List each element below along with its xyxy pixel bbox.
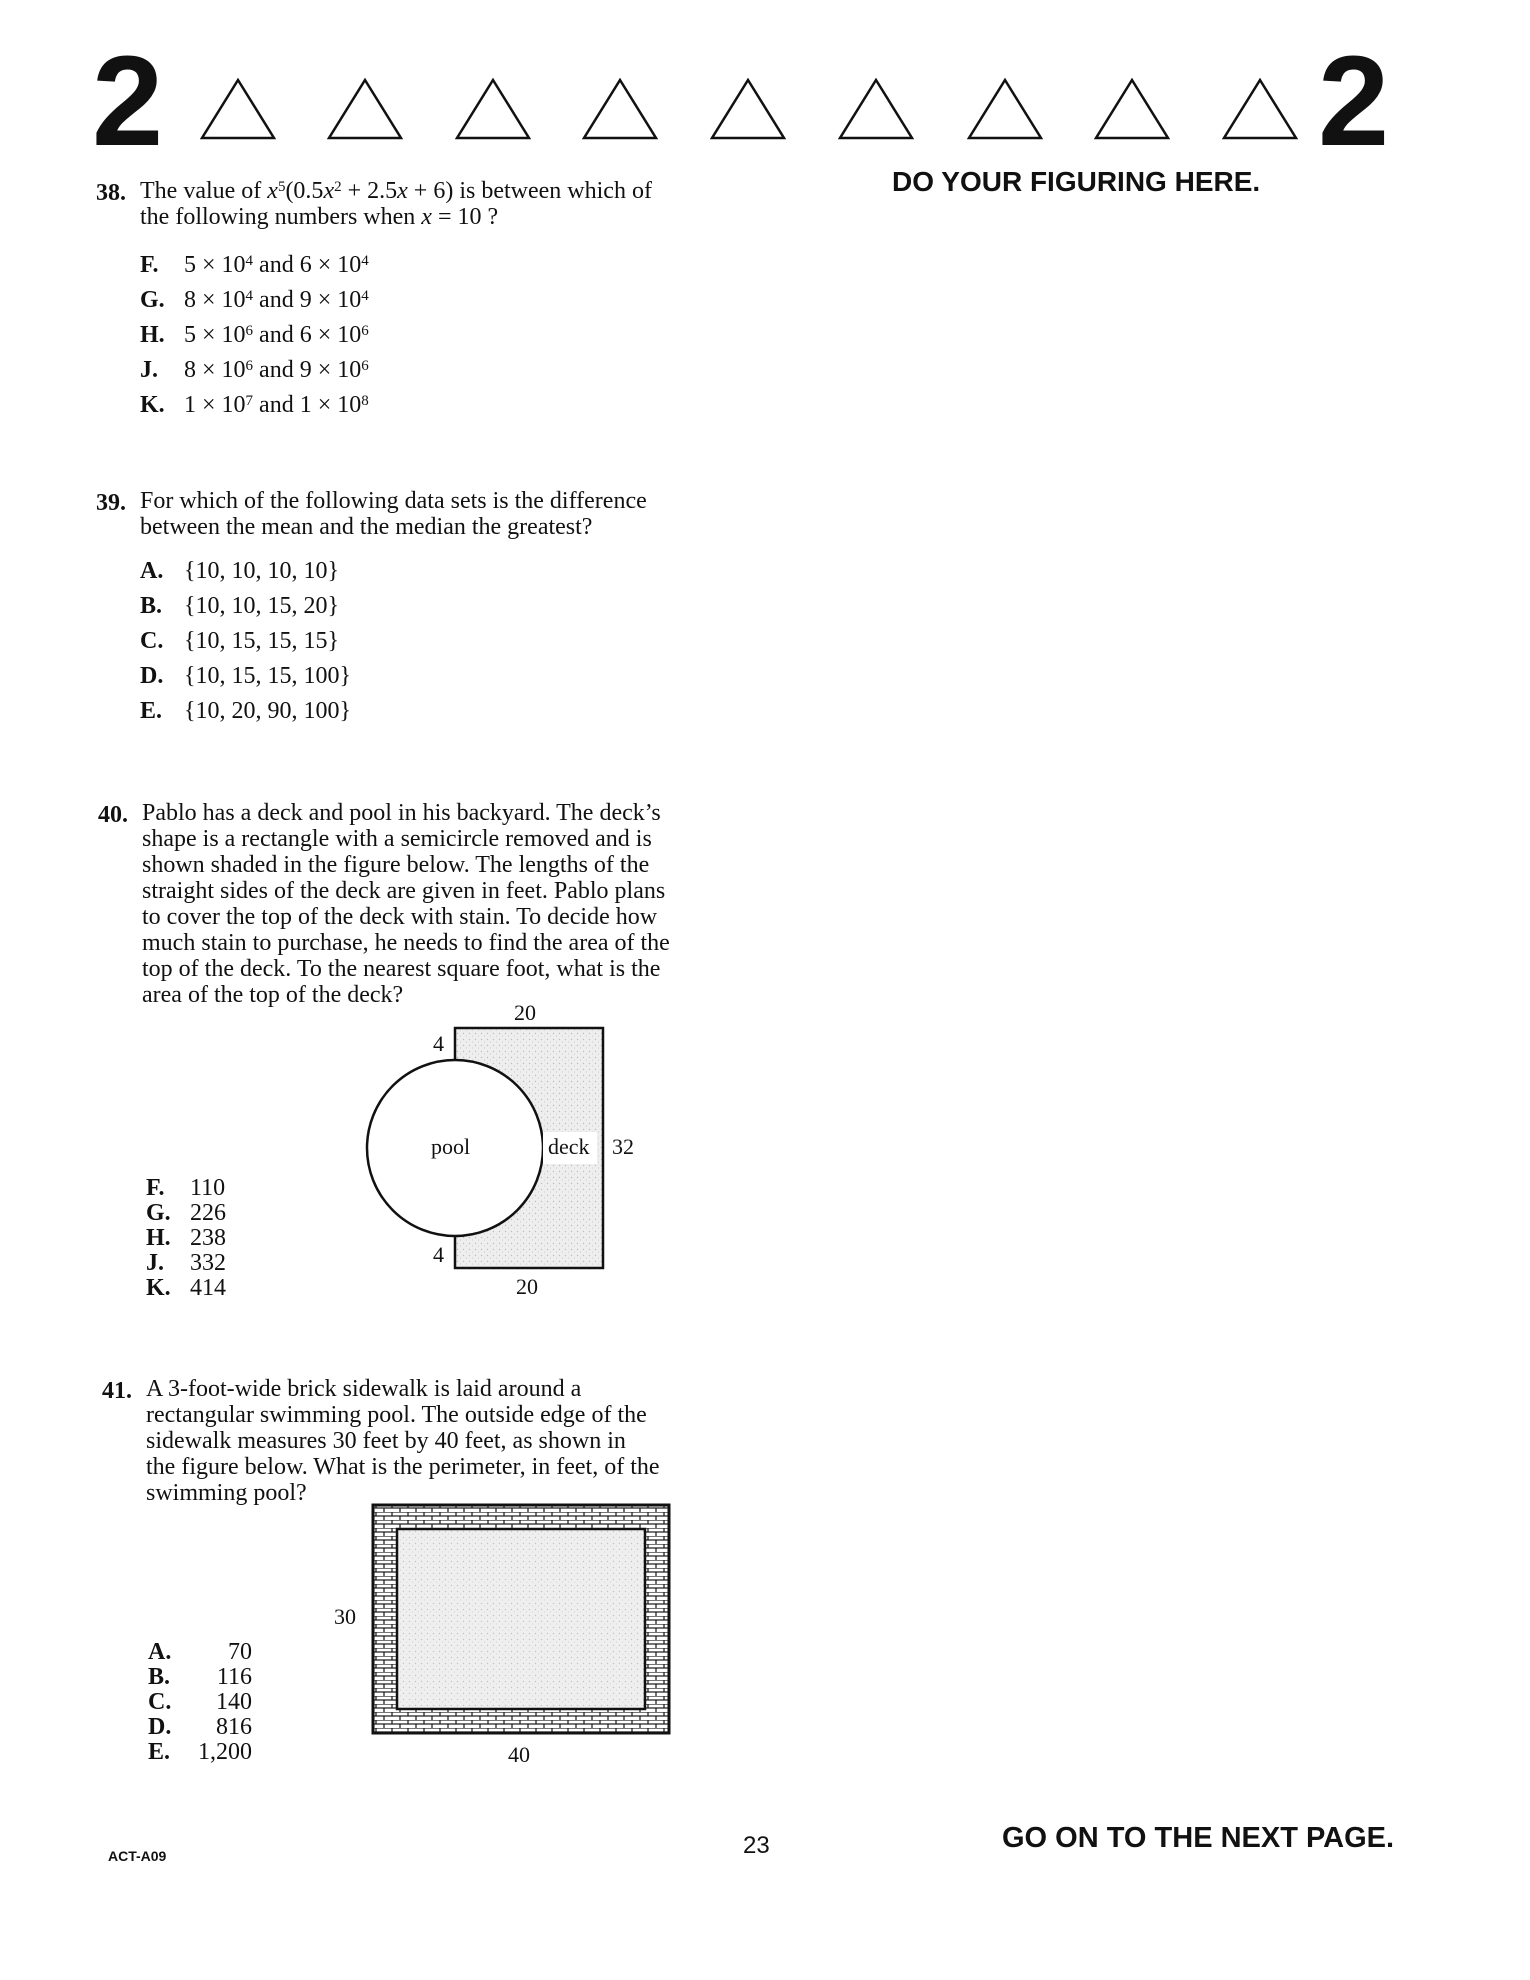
triangle-row	[200, 78, 1300, 148]
triangle-icon	[327, 78, 403, 140]
question-38-options	[140, 248, 369, 423]
answer-option-a[interactable]: A. {10, 10, 10, 10}	[140, 558, 340, 584]
sidewalk-width-label: 40	[508, 1742, 530, 1767]
sidewalk-height-label: 30	[334, 1604, 356, 1629]
deck-left-bottom-length: 4	[433, 1242, 444, 1267]
deck-left-top-length: 4	[433, 1031, 444, 1056]
answer-option-g[interactable]: G. $8 \times 10^4$ and $9 \times 10^4$	[140, 287, 369, 313]
pool-label: pool	[431, 1134, 471, 1159]
triangle-icon	[710, 78, 786, 140]
triangle-icon	[967, 78, 1043, 140]
triangle-icon	[1094, 78, 1170, 140]
answer-option-d[interactable]: D. 816	[148, 1714, 252, 1740]
answer-option-b[interactable]: B. 116	[148, 1664, 252, 1690]
question-number: 39.	[96, 490, 126, 516]
triangle-icon	[200, 78, 276, 140]
answer-option-c[interactable]: C. 140	[148, 1689, 252, 1715]
question-39-options	[140, 554, 351, 729]
question-38-text: The value of $x^5(0.5x^2 + 2.5x + 6)$ is between which of the following numbers when x = 10 ?	[140, 178, 652, 230]
question-41-text: A 3-foot-wide brick sidewalk is laid around a rectangular swimming pool. The outside edge of the sidewalk measures 30 feet by 40 feet, as shown in the figure below. What is the perimeter, in feet, of the swimming pool?	[146, 1376, 660, 1506]
answer-option-c[interactable]: C. {10, 15, 15, 15}	[140, 628, 340, 654]
deck-top-length: 20	[514, 1000, 536, 1025]
sidewalk-pool-figure	[368, 1500, 674, 1740]
answer-option-d[interactable]: D. {10, 15, 15, 100}	[140, 663, 352, 689]
triangle-icon	[1222, 78, 1298, 140]
answer-option-g[interactable]: G. 226	[146, 1200, 226, 1226]
answer-option-b[interactable]: B. {10, 10, 15, 20}	[140, 593, 340, 619]
next-page-instruction: GO ON TO THE NEXT PAGE.	[1002, 1822, 1395, 1854]
answer-option-f[interactable]: F. 110	[146, 1175, 226, 1201]
deck-right-length: 32	[612, 1134, 634, 1159]
answer-option-j[interactable]: J. $8 \times 10^6$ and $9 \times 10^6$	[140, 357, 369, 383]
answer-option-h[interactable]: H. $5 \times 10^6$ and $6 \times 10^6$	[140, 322, 369, 348]
triangle-icon	[455, 78, 531, 140]
question-40-text: Pablo has a deck and pool in his backyard. The deck’s shape is a rectangle with a semicircle removed and is shown shaded in the figure below. The lengths of the straight sides of the deck are given in feet. Pablo plans to cover the top of the deck with stain. To decide how much stain to purchase, he needs to find the area of the top of the deck. To the nearest square foot, what is the area of the top of the deck?	[142, 800, 670, 1008]
answer-option-j[interactable]: J. 332	[146, 1250, 226, 1276]
answer-option-f[interactable]: F. $5 \times 10^4$ and $6 \times 10^4$	[140, 252, 369, 278]
question-number: 40.	[98, 802, 128, 828]
question-40-options	[146, 1176, 226, 1301]
triangle-icon	[838, 78, 914, 140]
answer-option-k[interactable]: K. $1 \times 10^7$ and $1 \times 10^8$	[140, 392, 369, 418]
test-code: ACT-A09	[108, 1848, 167, 1864]
question-number: 41.	[102, 1378, 132, 1404]
triangle-icon	[582, 78, 658, 140]
answer-option-k[interactable]: K. 414	[146, 1275, 226, 1301]
question-number: 38.	[96, 180, 126, 206]
swimming-pool-area	[397, 1529, 645, 1709]
deck-label: deck	[548, 1134, 590, 1159]
question-41-options	[148, 1640, 252, 1765]
answer-option-h[interactable]: H. 238	[146, 1225, 226, 1251]
deck-bottom-length: 20	[516, 1274, 538, 1299]
section-number-left: 2	[92, 30, 162, 173]
answer-option-e[interactable]: E. 1,200	[148, 1739, 252, 1765]
answer-option-a[interactable]: A. 70	[148, 1639, 252, 1665]
figuring-label: DO YOUR FIGURING HERE.	[892, 166, 1261, 197]
question-39-text: For which of the following data sets is the difference between the mean and the median the greatest?	[140, 488, 647, 540]
page-number: 23	[743, 1832, 770, 1859]
deck-pool-figure	[350, 995, 650, 1305]
answer-option-e[interactable]: E. {10, 20, 90, 100}	[140, 698, 352, 724]
section-number-right: 2	[1318, 30, 1388, 173]
